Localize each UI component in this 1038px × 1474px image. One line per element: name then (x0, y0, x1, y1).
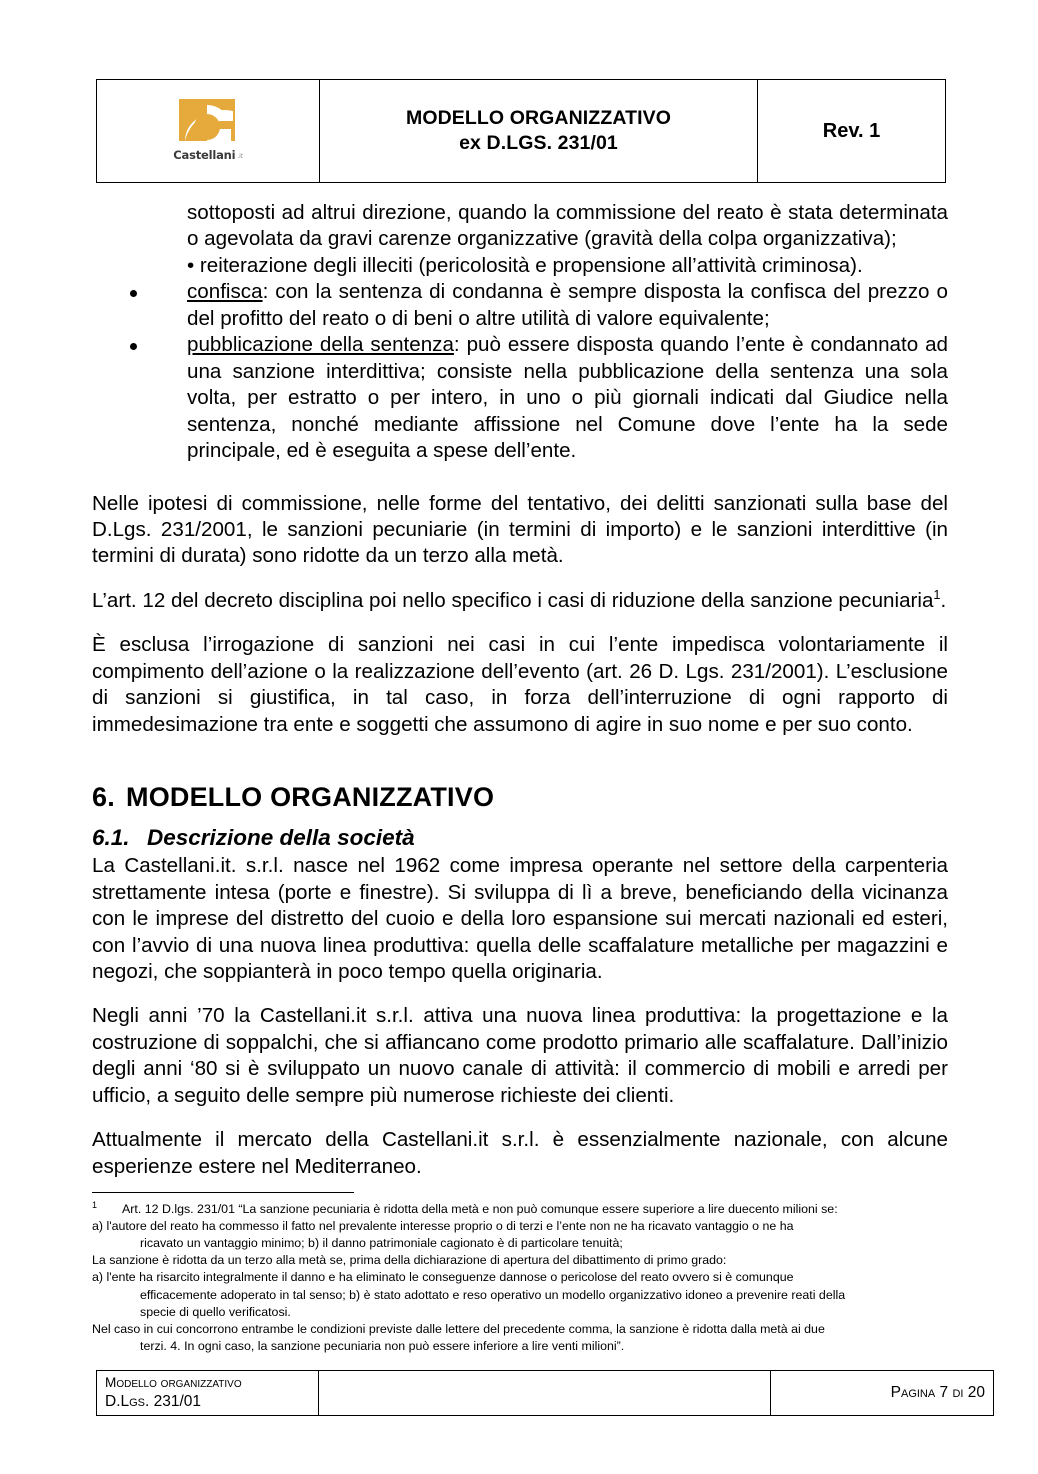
castellani-logo-icon (177, 99, 239, 147)
footnote-line-8: Nel caso in cui concorrono entrambe le condizioni previste dalle lettere del precedente comma, la sanzione è ridotta dalla metà ai due (92, 1321, 825, 1336)
paragraph-tentativo: Nelle ipotesi di commissione, nelle forme del tentativo, dei delitti sanzionati sulla base del D.Lgs. 231/2001, le sanzioni pecuniarie (in termini di importo) e le sanzioni interdittive (in termini di durata) sono ridotte da un terzo alla metà. (92, 491, 948, 568)
continued-paragraph: sottoposti ad altrui direzione, quando la commissione del reato è stata determinata o agevolata da gravi carenze organizzative (gravità della colpa organizzativa); (187, 201, 948, 251)
footnote-section (92, 1192, 948, 1355)
header-row (97, 80, 946, 183)
bullet-term-confisca: confisca (187, 280, 263, 304)
footnote-separator-rule (92, 1192, 354, 1193)
paragraph-art12 (92, 588, 948, 614)
footnote-line-6: efficacemente adoperato in tal senso; b) è stato adottato e reso operativo un modello organizzativo idoneo a prevenire reati della (140, 1287, 846, 1302)
castellani-wordmark: Castellani .it (173, 147, 243, 162)
paragraph-societa-1: La Castellani.it. s.r.l. nasce nel 1962 come impresa operante nel settore della carpenteria strettamente intesa (porte e finestre). Si sviluppa di lì a breve, beneficiando della vicinanza con le imprese del distretto del cuoio e della loro espansione sui mercati nazionali ed esteri, con l’avvio di una nuova linea produttiva: quella delle scaffalature metalliche per magazzini e negozi, che soppianterà in poco tempo quella originaria. (92, 854, 948, 983)
bullet-text-pubblicazione: : può essere disposta quando l’ente è condannato ad una sanzione interdittiva; consiste nella pubblicazione della sentenza una sola volta, per estratto o per intero, in uno o più giornali indicati dal Giudice nella sentenza, nonché mediante affissione nel Comune dove l’ente ha la sede principale, ed è eseguita a spese dell’ente. (187, 333, 948, 463)
sub-bullet-reiterazione: • reiterazione degli illeciti (pericolosità e propensione all’attività criminosa). (187, 253, 863, 277)
document-footer-table (96, 1370, 994, 1416)
header-title-line1: MODELLO ORGANIZZATIVO (406, 107, 671, 130)
section-title-6-1: Descrizione della società (147, 825, 415, 851)
document-body (92, 200, 948, 1198)
section-number-6: 6. (92, 782, 115, 813)
castellani-logo (173, 99, 242, 162)
bullet-term-pubblicazione: pubblicazione della sentenza (187, 333, 454, 357)
document-header-table (96, 79, 946, 183)
header-revision-cell (758, 80, 946, 183)
footer-page-number: Pagina 7 di 20 (890, 1383, 985, 1401)
sanctions-bullet-list (92, 279, 948, 464)
footer-row (97, 1371, 994, 1416)
footer-right-cell (771, 1371, 994, 1416)
footnote-line-3: ricavato un vantaggio minimo; b) il danno patrimoniale cagionato è di particolare tenuità; (140, 1236, 623, 1251)
footnote-line-9: terzi. 4. In ogni caso, la sanzione pecuniaria non può essere inferiore a lire venti milioni”. (140, 1338, 625, 1353)
footnote-line-2: a) l'autore del reato ha commesso il fatto nel prevalente interesse proprio o di terzi e l’ente non ne ha ricavato vantaggio o ne ha (92, 1219, 794, 1234)
paragraph-art12-end: . (940, 588, 947, 612)
footnote-reference: 1 (933, 587, 941, 603)
footer-center-cell (319, 1371, 771, 1416)
section-title-6: MODELLO ORGANIZZATIVO (126, 782, 495, 813)
footer-left-cell (97, 1371, 319, 1416)
header-logo-cell (97, 80, 320, 183)
section-heading-6-1 (92, 825, 948, 851)
footnote-line-4: La sanzione è ridotta da un terzo alla metà se, prima della dichiarazione di apertura del dibattimento di primo grado: (92, 1253, 727, 1268)
section-number-6-1: 6.1. (92, 825, 130, 851)
paragraph-societa-2: Negli anni ’70 la Castellani.it s.r.l. attiva una nuova linea produttiva: la progettazione e la costruzione di soppalchi, che si affiancano come prodotto primario alle scaffalature. Dall’inizio degli anni ‘80 si è sviluppato un nuovo canale di attività: il commercio di mobili e arredi per ufficio, a seguito delle sempre più numerose richieste dei clienti. (92, 1004, 948, 1107)
footnote-marker: 1 (92, 1200, 98, 1210)
footnote-line-1-text: Art. 12 D.lgs. 231/01 “La sanzione pecuniaria è ridotta della metà e non può comunque essere superiore a lire duecento milioni se: (122, 1202, 838, 1216)
header-title-cell (320, 80, 758, 183)
bullet-text-confisca: : con la sentenza di condanna è sempre disposta la confisca del prezzo o del profitto del reato o di beni o altre utilità di valore equivalente; (187, 280, 948, 330)
footnote-line-7: specie di quello verificatosi. (140, 1304, 291, 1319)
list-item (92, 332, 948, 464)
footer-doc-ref: D.Lgs. 231/01 (105, 1392, 202, 1410)
footer-doc-title: Modello organizzativo (105, 1375, 242, 1391)
header-revision-label: Rev. 1 (822, 119, 881, 142)
list-item (92, 279, 948, 332)
paragraph-esclusa: È esclusa l’irrogazione di sanzioni nei casi in cui l’ente impedisca volontariamente il compimento dell’azione o la realizzazione dell’evento (art. 26 D. Lgs. 231/2001). L’esclusione di sanzioni si giustifica, in tal caso, in forza dell’interruzione di ogni rapporto di immedesimazione tra ente e soggetti che assumono di agire in suo nome e per suo conto. (92, 633, 948, 736)
paragraph-societa-3: Attualmente il mercato della Castellani.it s.r.l. è essenzialmente nazionale, con alcune esperienze estere nel Mediterraneo. (92, 1128, 948, 1178)
footnote-line-5: a) l'ente ha risarcito integralmente il danno e ha eliminato le conseguenze dannose o pericolose del reato ovvero si è comunque (92, 1270, 794, 1285)
section-heading-6 (92, 782, 948, 813)
footnote-line-1 (92, 1201, 948, 1218)
paragraph-art12-text: L’art. 12 del decreto disciplina poi nello specifico i casi di riduzione della sanzione pecuniaria (92, 588, 934, 612)
header-title-line2: ex D.LGS. 231/01 (459, 132, 618, 154)
